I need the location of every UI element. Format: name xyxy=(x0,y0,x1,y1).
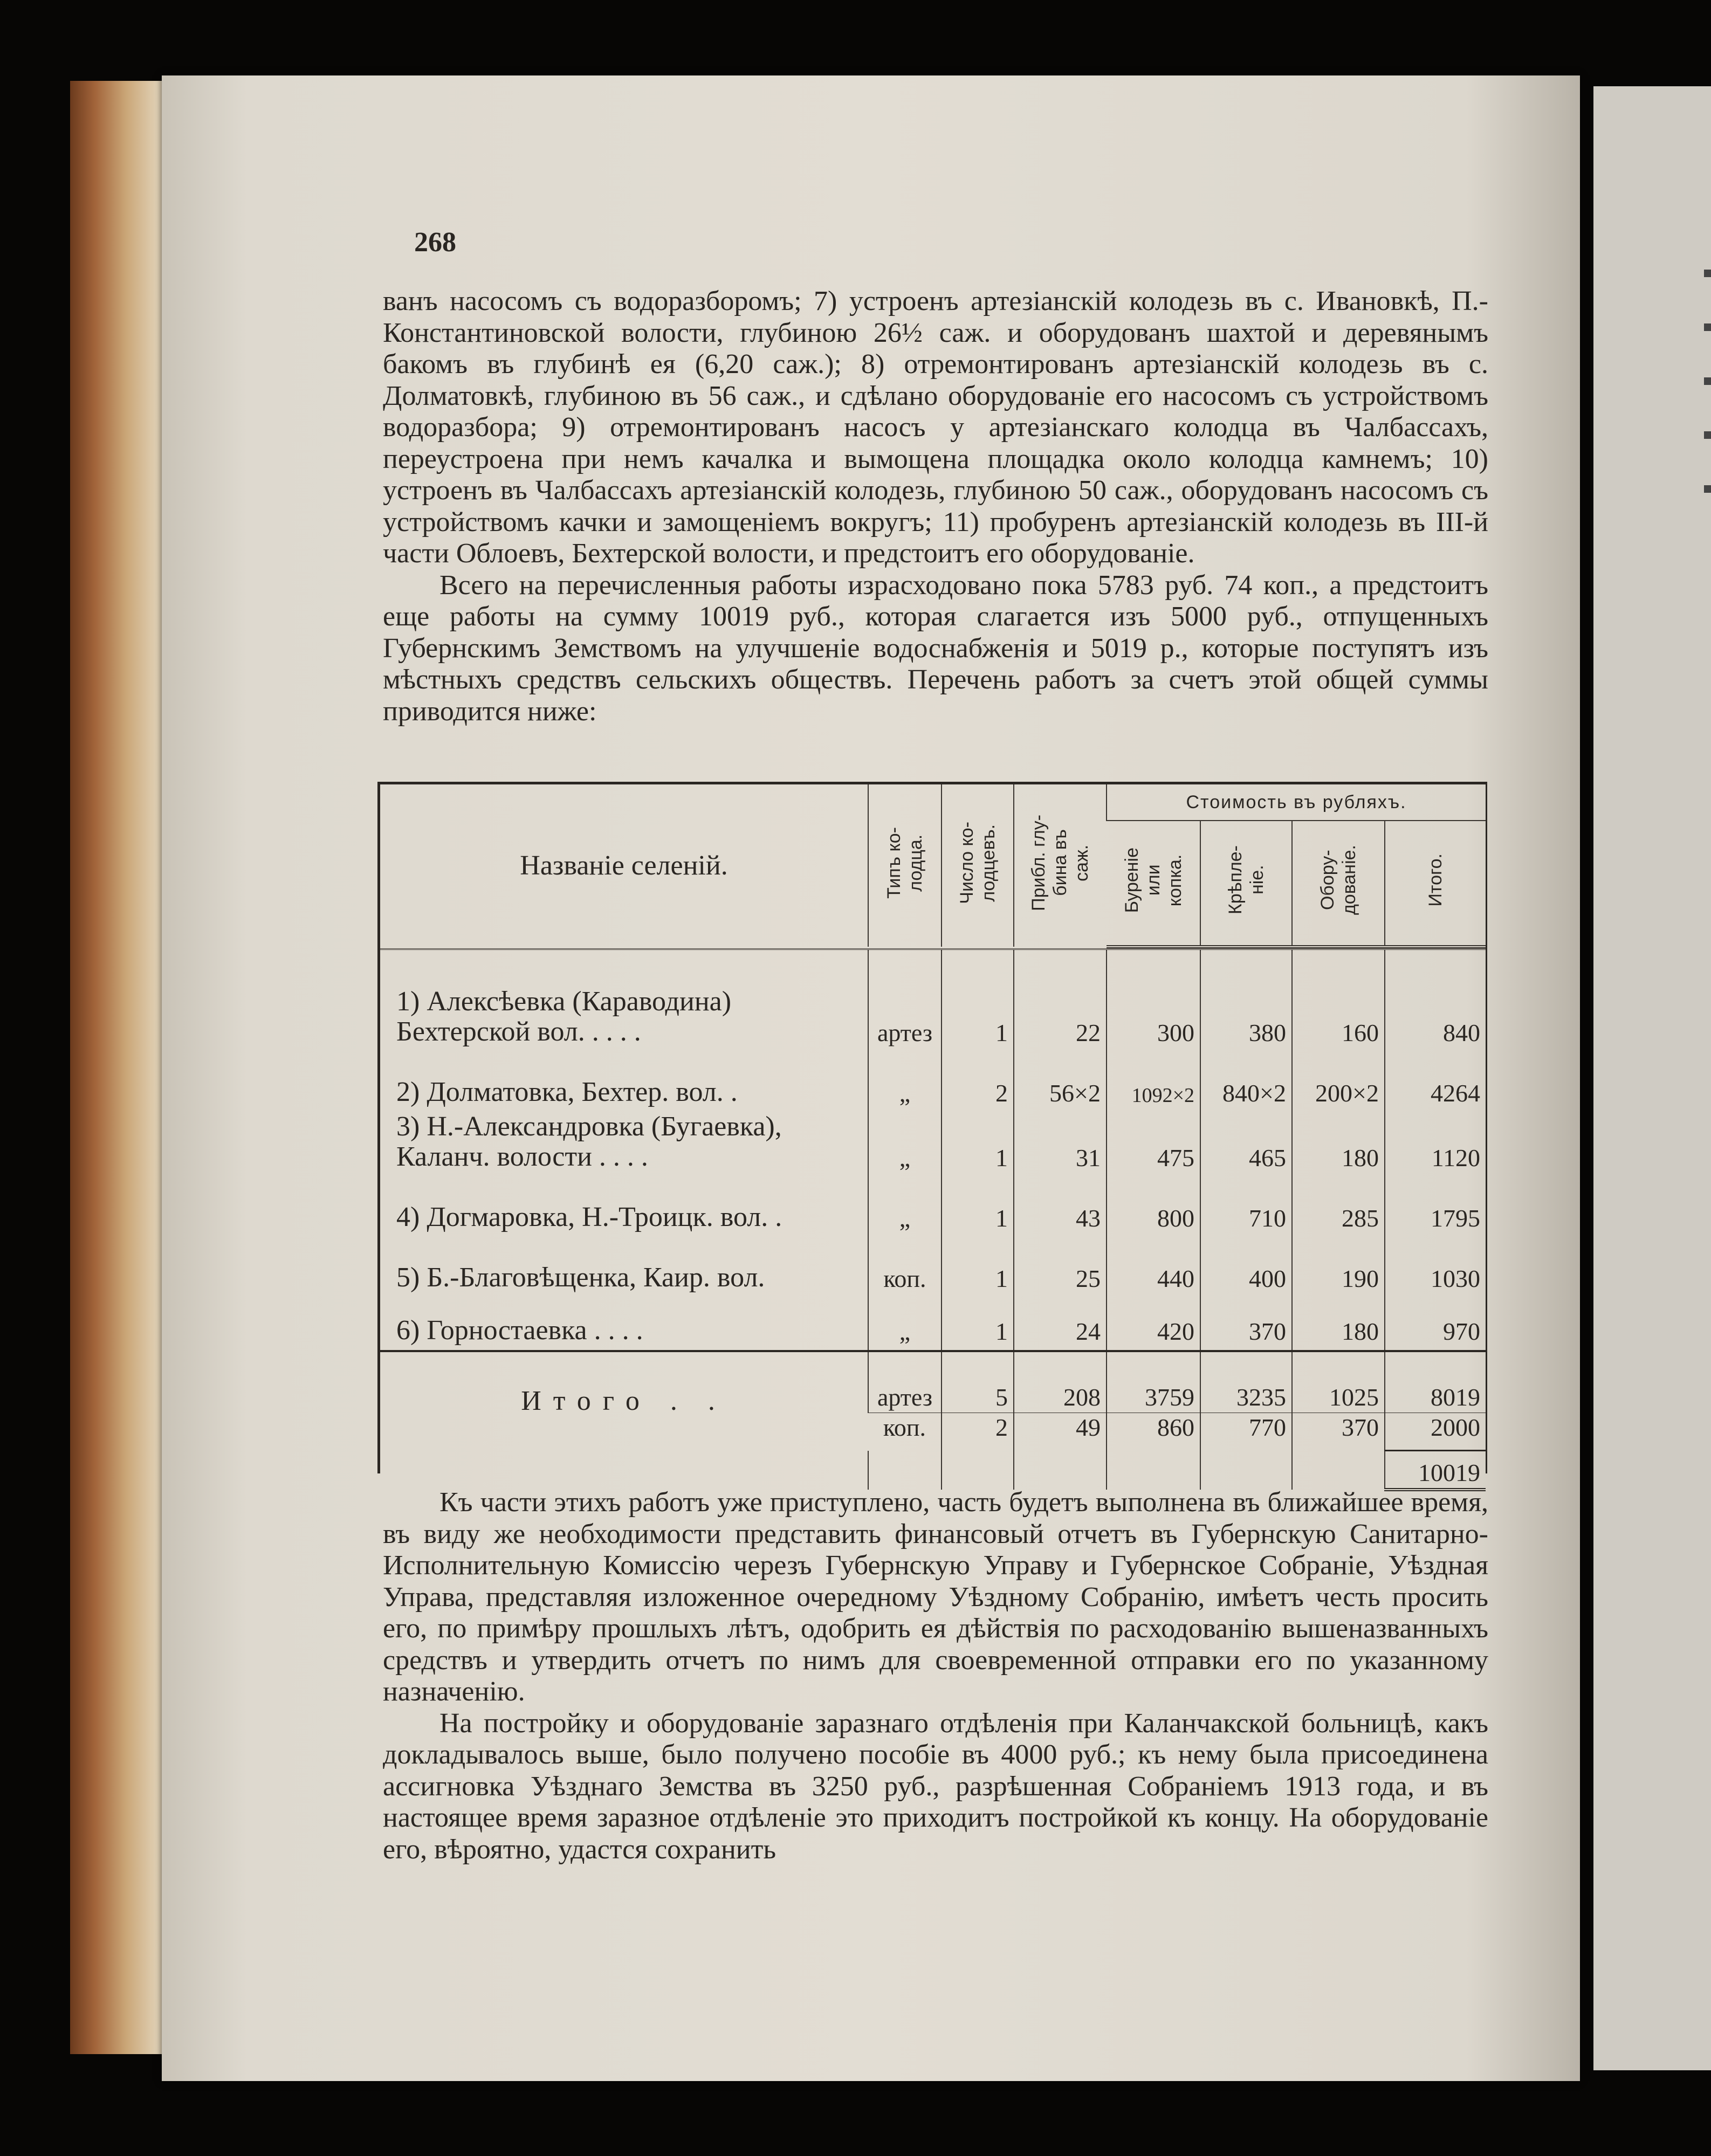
total-drilling: 3759 xyxy=(1107,1351,1200,1413)
row-equipment: 180 xyxy=(1292,1112,1385,1176)
row-equipment: 285 xyxy=(1292,1176,1385,1237)
header-drilling: Буреніе или копка. xyxy=(1107,821,1200,947)
row-depth: 24 xyxy=(1014,1297,1107,1351)
total-depth: 208 xyxy=(1014,1351,1107,1413)
row-total: 1120 xyxy=(1385,1112,1486,1176)
header-depth: Прибл. глу- бина въ саж. xyxy=(1014,784,1107,947)
row-name: 5) Б.-Благовѣщенка, Каир. вол. xyxy=(396,1262,765,1293)
row-name: 6) Горностаевка . . . . xyxy=(380,1297,868,1351)
total-equipment: 370 xyxy=(1292,1413,1385,1451)
row-fixing: 840×2 xyxy=(1200,1051,1292,1112)
row-drilling: 1092×2 xyxy=(1107,1051,1200,1112)
row-depth: 31 xyxy=(1014,1112,1107,1176)
row-name: 3) Н.-Александровка (Бугаевка), Каланч. волости . . . . xyxy=(396,1111,782,1172)
row-equipment: 190 xyxy=(1292,1237,1385,1297)
row-name: 1) Алексѣевка (Караводина) Бехтерской вол. . . . . xyxy=(396,986,732,1047)
facing-page-edge xyxy=(1593,86,1711,2070)
total-type: артез xyxy=(868,1351,942,1413)
row-type: „ xyxy=(868,1297,942,1351)
row-total: 1030 xyxy=(1385,1237,1486,1297)
totals-row xyxy=(380,1351,1486,1413)
total-fixing: 770 xyxy=(1200,1413,1292,1451)
paragraph: На постройку и оборудованіе заразнаго отдѣленія при Каланчакской больницѣ, какъ докладывалось выше, было получено пособіе въ 4000 руб.; къ нему была присоединена ассигновка Уѣзднаго Земства въ 3250 руб., разрѣшенная Собраніемъ 1913 года, и въ настоящее время заразное отдѣленіе это приходитъ постройкой къ концу. На оборудованіе его, вѣроятно, удастся сохранить xyxy=(383,1707,1488,1865)
table-row xyxy=(380,1051,1486,1112)
total-total: 2000 xyxy=(1385,1413,1486,1451)
row-type: коп. xyxy=(868,1237,942,1297)
grand-total: 10019 xyxy=(1385,1451,1486,1490)
header-total: Итого. xyxy=(1385,821,1486,947)
row-depth: 56×2 xyxy=(1014,1051,1107,1112)
total-type: коп. xyxy=(883,1414,926,1441)
header-type: Типъ ко- лодца. xyxy=(868,784,942,947)
row-drilling: 475 xyxy=(1107,1112,1200,1176)
row-total: 1795 xyxy=(1385,1176,1486,1237)
total-fixing: 3235 xyxy=(1200,1351,1292,1413)
row-total: 970 xyxy=(1385,1297,1486,1351)
paragraph: Всего на перечисленныя работы израсходовано пока 5783 руб. 74 коп., а предстоитъ еще работы на сумму 10019 руб., которая слагается изъ 5000 руб., отпущенныхъ Губернскимъ Земствомъ на улучшеніе водоснабженія и 5019 р., которые поступятъ изъ мѣстныхъ средствъ сельскихъ обществъ. Перечень работъ за счетъ этой общей суммы приводится ниже: xyxy=(383,569,1488,727)
total-count: 2 xyxy=(942,1413,1014,1451)
row-count: 2 xyxy=(942,1051,1014,1112)
row-type: „ xyxy=(868,1112,942,1176)
table-row xyxy=(380,1176,1486,1237)
row-equipment: 160 xyxy=(1292,949,1385,1052)
row-count: 1 xyxy=(942,1297,1014,1351)
row-depth: 43 xyxy=(1014,1176,1107,1237)
row-fixing: 370 xyxy=(1200,1297,1292,1351)
total-total: 8019 xyxy=(1385,1351,1486,1413)
row-count: 1 xyxy=(942,1112,1014,1176)
header-cost-group: Стоимость въ рубляхъ. xyxy=(1107,784,1486,821)
row-drilling: 800 xyxy=(1107,1176,1200,1237)
top-text xyxy=(383,286,1488,727)
row-count: 1 xyxy=(942,1237,1014,1297)
bottom-text xyxy=(383,1487,1488,1865)
table-row xyxy=(380,949,1486,1052)
row-fixing: 380 xyxy=(1200,949,1292,1052)
wells-cost-table xyxy=(377,782,1487,1486)
grand-total-row xyxy=(380,1451,1486,1490)
header-name: Названіе селеній. xyxy=(520,850,728,881)
row-depth: 22 xyxy=(1014,949,1107,1052)
total-count: 5 xyxy=(942,1351,1014,1413)
header-count: Число ко- лодцевъ. xyxy=(942,784,1014,947)
total-equipment: 1025 xyxy=(1292,1351,1385,1413)
row-drilling: 300 xyxy=(1107,949,1200,1052)
row-type: „ xyxy=(868,1176,942,1237)
row-fixing: 465 xyxy=(1200,1112,1292,1176)
table-row xyxy=(380,1237,1486,1297)
header-equipment: Обору- дованіе. xyxy=(1292,821,1385,947)
row-fixing: 710 xyxy=(1200,1176,1292,1237)
row-drilling: 420 xyxy=(1107,1297,1200,1351)
row-count: 1 xyxy=(942,949,1014,1052)
table-row xyxy=(380,1297,1486,1351)
header-fixing: Крѣпле- ніе. xyxy=(1200,821,1292,947)
row-total: 840 xyxy=(1385,949,1486,1052)
totals-label: Итого . . xyxy=(521,1385,727,1416)
row-depth: 25 xyxy=(1014,1237,1107,1297)
row-type: артез xyxy=(868,949,942,1052)
row-name: 2) Долматовка, Бехтер. вол. . xyxy=(396,1077,738,1107)
page-number: 268 xyxy=(414,227,456,258)
row-name: 4) Догмаровка, Н.-Троицк. вол. . xyxy=(396,1202,782,1232)
row-fixing: 400 xyxy=(1200,1237,1292,1297)
facing-page-text-fragments xyxy=(1704,270,1711,496)
total-drilling: 860 xyxy=(1107,1413,1200,1451)
row-total: 4264 xyxy=(1385,1051,1486,1112)
row-equipment: 200×2 xyxy=(1292,1051,1385,1112)
row-type: „ xyxy=(868,1051,942,1112)
row-count: 1 xyxy=(942,1176,1014,1237)
table-row xyxy=(380,1112,1486,1176)
paragraph: ванъ насосомъ съ водоразборомъ; 7) устроенъ артезіанскій колодезь въ с. Ивановкѣ, П.-Константиновской волости, глубиною 26½ саж. и оборудованъ шахтой и деревянымъ бакомъ въ глубинѣ ея (6,20 саж.); 8) отремонтированъ артезіанскій колодезь въ с. Долматовкѣ, глубиною въ 56 саж., и сдѣлано оборудованіе его насосомъ съ устройствомъ водоразбора; 9) отремонтированъ насосъ у артезіанскаго колодца въ Чалбассахъ, переустроена при немъ качалка и вымощена площадка около колодца камнемъ; 10) устроенъ въ Чалбассахъ артезіанскій колодезь, глубиною 50 саж., оборудованъ насосомъ съ устройствомъ качки и замощеніемъ вокругъ; 11) пробуренъ артезіанскій колодезь въ III-й части Облоевъ, Бехтерской волости, и предстоитъ его оборудованіе. xyxy=(383,286,1488,569)
row-drilling: 440 xyxy=(1107,1237,1200,1297)
row-equipment: 180 xyxy=(1292,1297,1385,1351)
paragraph: Къ части этихъ работъ уже приступлено, часть будетъ выполнена въ ближайшее время, въ виду же необходимости представить финансовый отчетъ въ Губернскую Санитарно-Исполнительную Комиссію черезъ Губернскую Управу и Губернское Собраніе, Уѣздная Управа, представляя изложенное очередному Уѣздному Собранію, имѣетъ честь просить его, по примѣру прошлыхъ лѣтъ, одобрить ея дѣйствія по расходованію вышеназванныхъ средствъ и утвердить отчетъ по нимъ для своевременной отправки его по указанному назначенію. xyxy=(383,1487,1488,1707)
total-depth: 49 xyxy=(1014,1413,1107,1451)
